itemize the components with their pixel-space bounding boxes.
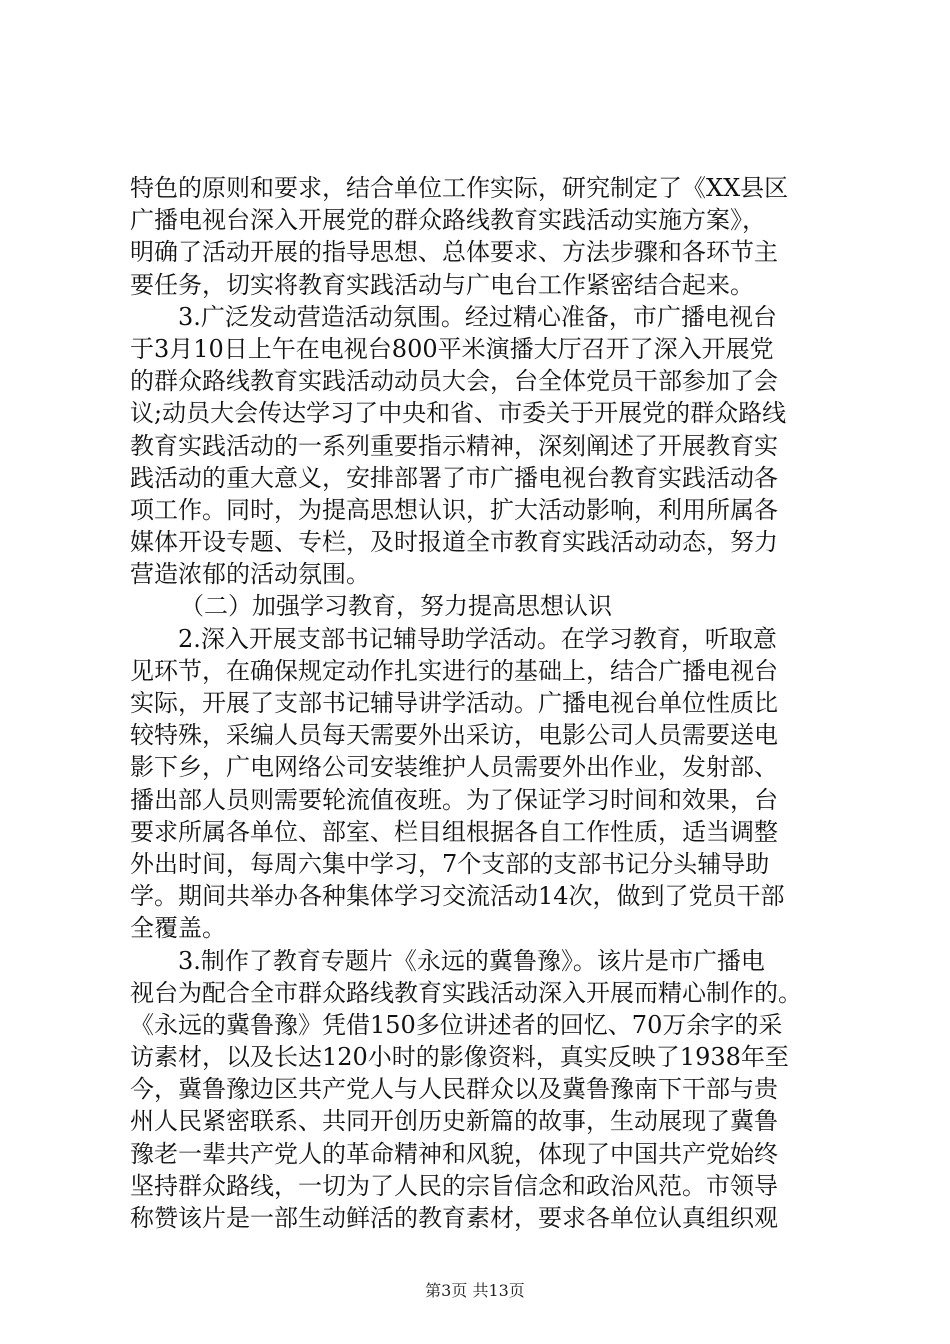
text-line: 称赞该片是一部生动鲜活的教育素材，要求各单位认真组织观 <box>130 1204 778 1232</box>
text-line: 明确了活动开展的指导思想、总体要求、方法步骤和各环节主 <box>130 238 778 267</box>
text-line: 营造浓郁的活动氛围。 <box>130 560 370 589</box>
text-line: 访素材，以及长达120小时的影像资料，真实反映了1938年至 <box>130 1043 789 1072</box>
text-line: 外出时间，每周六集中学习，7个支部的支部书记分头辅导助 <box>130 849 770 878</box>
text-line: 坚持群众路线，一切为了人民的宗旨信念和政治风范。市领导 <box>130 1171 778 1200</box>
document-body <box>130 172 830 1234</box>
text-line: 议;动员大会传达学习了中央和省、市委关于开展党的群众路线 <box>130 399 787 428</box>
page-number-footer: 第3页 共13页 <box>425 1281 525 1300</box>
text-line: 要求所属各单位、部室、栏目组根据各自工作性质，适当调整 <box>130 817 778 846</box>
text-line: 今，冀鲁豫边区共产党人与人民群众以及冀鲁豫南下干部与贵 <box>130 1075 778 1104</box>
text-line: 州人民紧密联系、共同开创历史新篇的故事，生动展现了冀鲁 <box>130 1107 778 1136</box>
text-line: 践活动的重大意义，安排部署了市广播电视台教育实践活动各 <box>130 463 778 492</box>
paragraph-start-line: 3.制作了教育专题片《永远的冀鲁豫》。该片是市广播电 <box>178 946 765 975</box>
text-line: 影下乡，广电网络公司安装维护人员需要外出作业，发射部、 <box>130 753 778 782</box>
text-line: 要任务，切实将教育实践活动与广电台工作紧密结合起来。 <box>130 270 754 299</box>
text-line: 的群众路线教育实践活动动员大会，台全体党员干部参加了会 <box>130 367 778 396</box>
text-line: 特色的原则和要求，结合单位工作实际，研究制定了《XX县区 <box>130 174 789 202</box>
text-line: 学。期间共举办各种集体学习交流活动14次，做到了党员干部 <box>130 882 785 911</box>
section-heading: （二）加强学习教育，努力提高思想认识 <box>180 592 612 621</box>
text-line: 视台为配合全市群众路线教育实践活动深入开展而精心制作的。 <box>130 978 802 1007</box>
text-line: 媒体开设专题、专栏，及时报道全市教育实践活动动态，努力 <box>130 528 778 557</box>
text-line: 播出部人员则需要轮流值夜班。为了保证学习时间和效果，台 <box>130 785 778 814</box>
text-line: 《永远的冀鲁豫》凭借150多位讲述者的回忆、70万余字的采 <box>130 1010 783 1039</box>
text-line: 全覆盖。 <box>130 914 226 943</box>
paragraph-start-line: 2.深入开展支部书记辅导助学活动。在学习教育，听取意 <box>178 624 777 653</box>
text-line: 见环节，在确保规定动作扎实进行的基础上，结合广播电视台 <box>130 656 778 685</box>
text-line: 实际，开展了支部书记辅导讲学活动。广播电视台单位性质比 <box>130 689 778 717</box>
text-line: 教育实践活动的一系列重要指示精神，深刻阐述了开展教育实 <box>130 431 778 460</box>
paragraph-start-line: 3.广泛发动营造活动氛围。经过精心准备，市广播电视台 <box>178 302 777 331</box>
text-line: 豫老一辈共产党人的革命精神和风貌，体现了中国共产党始终 <box>130 1139 778 1168</box>
text-line: 较特殊，采编人员每天需要外出采访，电影公司人员需要送电 <box>130 721 778 750</box>
text-line: 于3月10日上午在电视台800平米演播大厅召开了深入开展党 <box>130 334 774 363</box>
text-line: 广播电视台深入开展党的群众路线教育实践活动实施方案》， <box>130 206 766 235</box>
text-line: 项工作。同时，为提高思想认识，扩大活动影响，利用所属各 <box>130 495 778 524</box>
